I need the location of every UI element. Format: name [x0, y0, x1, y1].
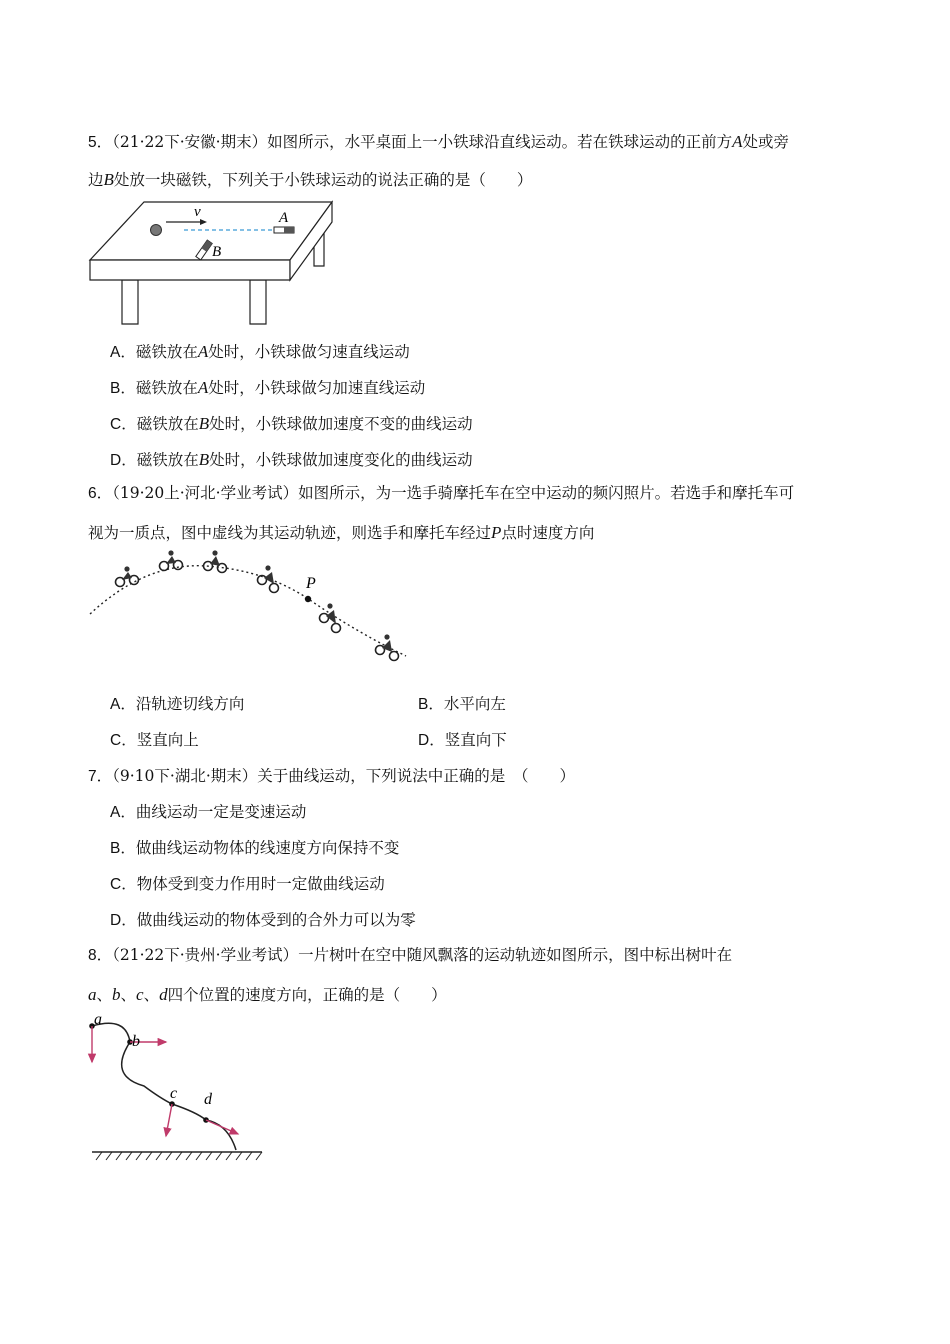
q5-stem-line2: 处放一块磁铁，下列关于小铁球运动的说法正确的是（ ）: [113, 171, 533, 189]
q5-var-B: B: [103, 170, 114, 189]
q7-option-a[interactable]: A．曲线运动一定是变速运动: [110, 803, 307, 821]
motorcycle-snapshots: [116, 550, 399, 660]
label-P: P: [306, 575, 316, 592]
q5-var-A: A: [732, 132, 743, 151]
point-P: [305, 596, 311, 602]
q6-stem-text: （19·20上·河北·学业考试）如图所示，为一选手骑摩托车在空中运动的频闪照片。若选手和摩托车可: [112, 484, 795, 502]
q8-line2: a、b、c、d四个位置的速度方向，正确的是（ ）: [88, 985, 447, 1004]
q6-trajectory-figure: [86, 552, 416, 667]
q5-option-b[interactable]: B．磁铁放在A处时，小铁球做匀加速直线运动: [110, 378, 426, 397]
q8-line1: 8．（21·22下·贵州·学业考试）一片树叶在空中随风飘落的运动轨迹如图所示，图中标出树叶在: [88, 946, 733, 964]
magnet-A-pole: [284, 227, 294, 233]
q7-option-b[interactable]: B．做曲线运动物体的线速度方向保持不变: [110, 839, 400, 857]
trajectory-dashed: [90, 566, 406, 656]
label-B: B: [212, 244, 222, 260]
label-d: d: [204, 1091, 212, 1108]
ground-hatching: [96, 1152, 262, 1160]
q5-stem-pre: 边: [88, 171, 104, 189]
q5-number: 5．: [88, 134, 113, 151]
label-b: b: [132, 1033, 140, 1050]
table-leg-front-right: [250, 280, 266, 324]
q5-stem-end: 处或旁: [742, 133, 790, 151]
q6-option-b[interactable]: B．水平向左: [418, 695, 506, 713]
motorcycle-icon: [116, 566, 139, 586]
q5-table-figure: [86, 196, 356, 331]
q5-option-d[interactable]: D．磁铁放在B处时，小铁球做加速度变化的曲线运动: [110, 450, 473, 469]
q6-line2: 视为一质点，图中虚线为其运动轨迹，则选手和摩托车经过P点时速度方向: [88, 523, 595, 542]
label-c: c: [170, 1085, 178, 1102]
q8-number: 8．: [88, 947, 113, 964]
motorcycle-icon: [258, 565, 279, 592]
iron-ball: [151, 225, 162, 236]
label-A: A: [279, 210, 289, 226]
q5-option-c[interactable]: C．磁铁放在B处时，小铁球做加速度不变的曲线运动: [110, 414, 473, 433]
q6-number: 6．: [88, 485, 113, 502]
table-front-edge: [90, 260, 290, 280]
motorcycle-icon: [160, 550, 183, 570]
velocity-arrow-d: [206, 1120, 238, 1134]
q5-stem-text: （21·22下·安徽·期末）如图所示，水平桌面上一小铁球沿直线运动。若在铁球运动的正前方: [112, 133, 733, 151]
q6-option-d[interactable]: D．竖直向下: [418, 731, 507, 749]
q7-number: 7．: [88, 768, 113, 785]
table-leg-front-left: [122, 280, 138, 324]
q7-line1: 7．（9·10下·湖北·期末）关于曲线运动，下列说法中正确的是 （ ）: [88, 767, 575, 785]
motorcycle-icon: [320, 603, 341, 632]
q5-line1: [88, 133, 789, 151]
q6-var-P: P: [491, 523, 502, 542]
q5-option-a[interactable]: A．磁铁放在A处时，小铁球做匀速直线运动: [110, 342, 410, 361]
label-v: v: [194, 204, 201, 220]
motorcycle-icon: [376, 634, 399, 660]
q7-option-d[interactable]: D．做曲线运动的物体受到的合外力可以为零: [110, 911, 416, 929]
q6-option-c[interactable]: C．竖直向上: [110, 731, 199, 749]
q5-line2: [88, 171, 532, 189]
velocity-arrow-c: [166, 1104, 172, 1136]
q6-line1: [88, 486, 794, 502]
motorcycle-icon: [204, 550, 227, 572]
q7-option-c[interactable]: C．物体受到变力作用时一定做曲线运动: [110, 875, 385, 893]
q8-leaf-figure: [86, 1012, 266, 1162]
label-a: a: [94, 1011, 102, 1028]
q6-option-a[interactable]: A．沿轨迹切线方向: [110, 695, 245, 713]
